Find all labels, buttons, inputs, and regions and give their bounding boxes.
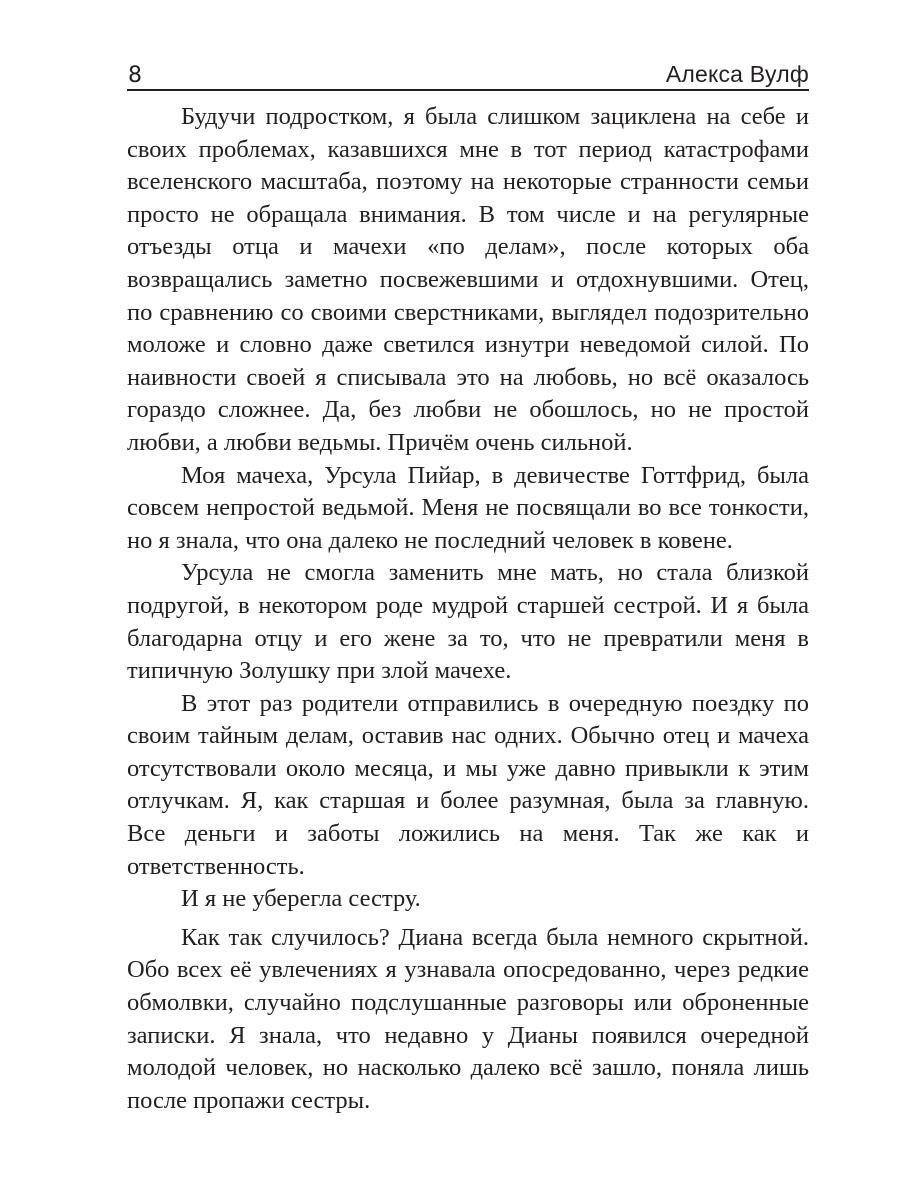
paragraph: В этот раз родители отправились в очередную поездку по своим тайным делам, оставив нас одних. Обычно отец и мачеха отсутствовали около месяца, и мы уже давно привыкли к этим отлучкам. Я, как старшая и более разумная, была за главную. Все деньги и заботы ложились на меня. Так же как и ответственность. (127, 689, 809, 880)
running-header (127, 58, 809, 88)
header-rule (127, 89, 809, 91)
paragraph: Будучи подростком, я была слишком зациклена на себе и своих проблемах, казавшихся мне в тот период катастрофами вселенского масштаба, поэтому на некоторые странности семьи просто не обращала внимания. В том числе и на регулярные отъезды отца и мачехи «по делам», после которых оба возвращались заметно посвежевшими и отдохнувшими. Отец, по сравнению со своими сверстниками, выглядел подозрительно моложе и словно даже светился изнутри неведомой силой. По наивности своей я списывала это на любовь, но всё оказалось гораздо сложнее. Да, без любви не обошлось, но не простой любви, а любви ведьмы. Причём очень сильной. (127, 103, 809, 456)
paragraph: И я не уберегла сестру. (181, 885, 421, 913)
author-name: Алекса Вулф (665, 61, 809, 87)
paragraph: Как так случилось? Диана всегда была немного скрытной. Обо всех её увлечениях я узнавала опосредованно, через редкие обмолвки, случайно подслушанные разговоры или оброненные записки. Я знала, что недавно у Дианы появился очередной молодой человек, но насколько далеко всё зашло, поняла лишь после пропажи сестры. (127, 923, 809, 1114)
body-text (127, 101, 809, 1117)
page-number: 8 (128, 63, 142, 88)
paragraph: Урсула не смогла заменить мне мать, но стала близкой подругой, в некотором роде мудрой старшей сестрой. И я была благодарна отцу и его жене за то, что не превратили меня в типичную Золушку при злой мачехе. (127, 559, 809, 685)
paragraph: Моя мачеха, Урсула Пийар, в девичестве Готтфрид, была совсем непростой ведьмой. Меня не посвящали во все тонкости, но я знала, что она далеко не последний человек в ковене. (127, 461, 809, 554)
